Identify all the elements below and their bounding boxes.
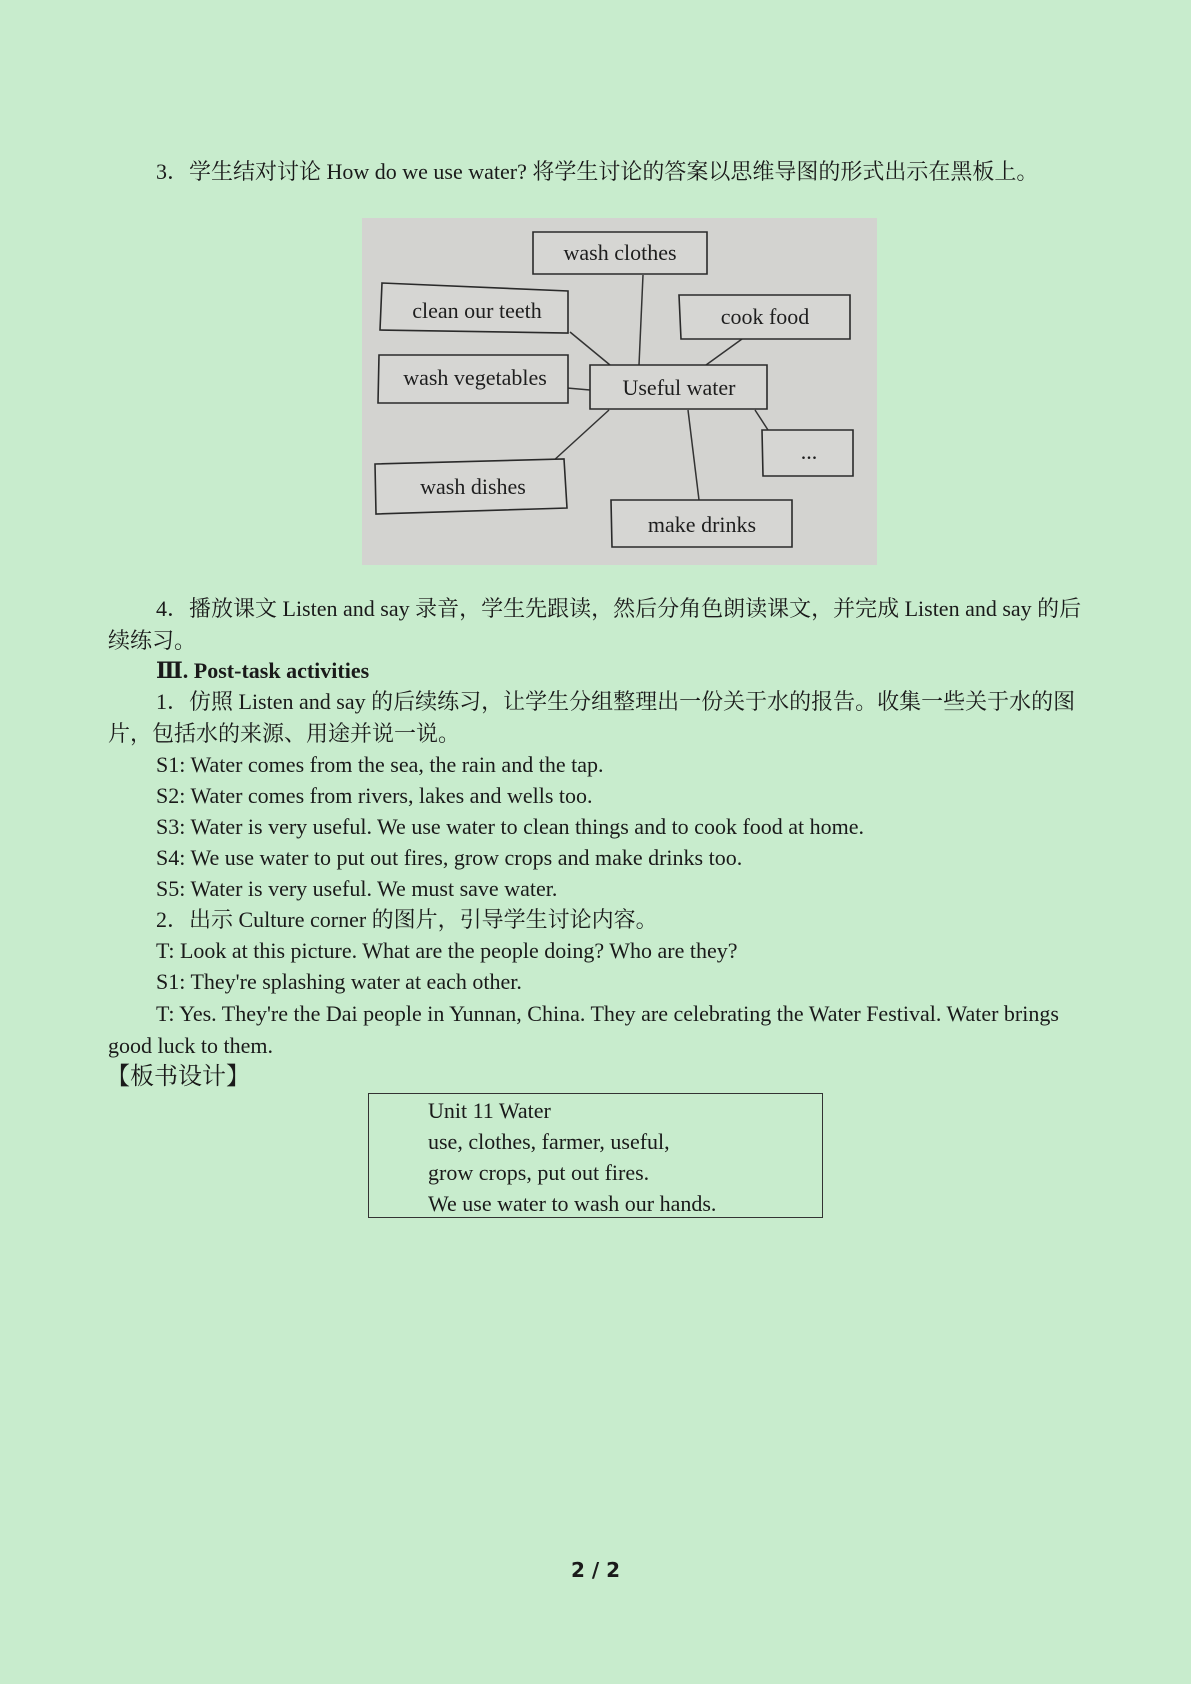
paragraph-step-4: 4．播放课文 Listen and say 录音，学生先跟读，然后分角色朗读课文，并完成 Listen and say 的后续练习。 xyxy=(108,596,1082,653)
dialog-line: S1: They're splashing water at each other. xyxy=(156,969,522,994)
mind-map-node-wash-clothes: wash clothes xyxy=(563,240,677,265)
mind-map-node-cook-food: cook food xyxy=(720,304,810,329)
paragraph-step-3: 3．学生结对讨论 How do we use water? 将学生讨论的答案以思维导图的形式出示在黑板上。 xyxy=(156,159,1039,184)
board-line-vocabulary: use, clothes, farmer, useful, xyxy=(428,1129,670,1154)
dialog-line: T: Look at this picture. What are the people doing? Who are they? xyxy=(156,938,738,963)
mind-map-node-make-drinks: make drinks xyxy=(647,512,757,537)
paragraph-post-task-2: 2．出示 Culture corner 的图片，引导学生讨论内容。 xyxy=(156,907,658,932)
mind-map-center-node: Useful water xyxy=(622,375,736,400)
board-line-phrases: grow crops, put out fires. xyxy=(428,1160,650,1185)
mind-map-node-clean-our-teeth: clean our teeth xyxy=(412,298,542,323)
dialog-line: S1: Water comes from the sea, the rain and the tap. xyxy=(156,752,604,777)
paragraph-post-task-1: 1．仿照 Listen and say 的后续练习，让学生分组整理出一份关于水的报告。收集一些关于水的图片，包括水的来源、用途并说一说。 xyxy=(108,689,1076,746)
section-heading-post-task: Ⅲ. Post-task activities xyxy=(156,658,370,683)
mind-map-node-wash-dishes: wash dishes xyxy=(420,474,526,499)
dialog-line: S2: Water comes from rivers, lakes and wells too. xyxy=(156,783,593,808)
page-number: 2 / 2 xyxy=(570,1558,621,1582)
paragraph-teacher-closing: T: Yes. They're the Dai people in Yunnan, China. They are celebrating the Water Festival. Water brings good luck to them. xyxy=(108,1001,1059,1058)
board-design-box xyxy=(368,1093,823,1218)
dialog-line: S3: Water is very useful. We use water to clean things and to cook food at home. xyxy=(156,814,865,839)
board-line-sentence: We use water to wash our hands. xyxy=(428,1191,717,1216)
dialog-line: S5: Water is very useful. We must save water. xyxy=(156,876,558,901)
dialog-line: S4: We use water to put out fires, grow crops and make drinks too. xyxy=(156,845,743,870)
mind-map-node-ellipsis: ... xyxy=(800,439,818,464)
mind-map-node-wash-vegetables: wash vegetables xyxy=(403,365,547,390)
board-design-heading: 【板书设计】 xyxy=(106,1062,250,1090)
board-line-title: Unit 11 Water xyxy=(428,1098,551,1123)
mind-map-image xyxy=(362,218,877,565)
